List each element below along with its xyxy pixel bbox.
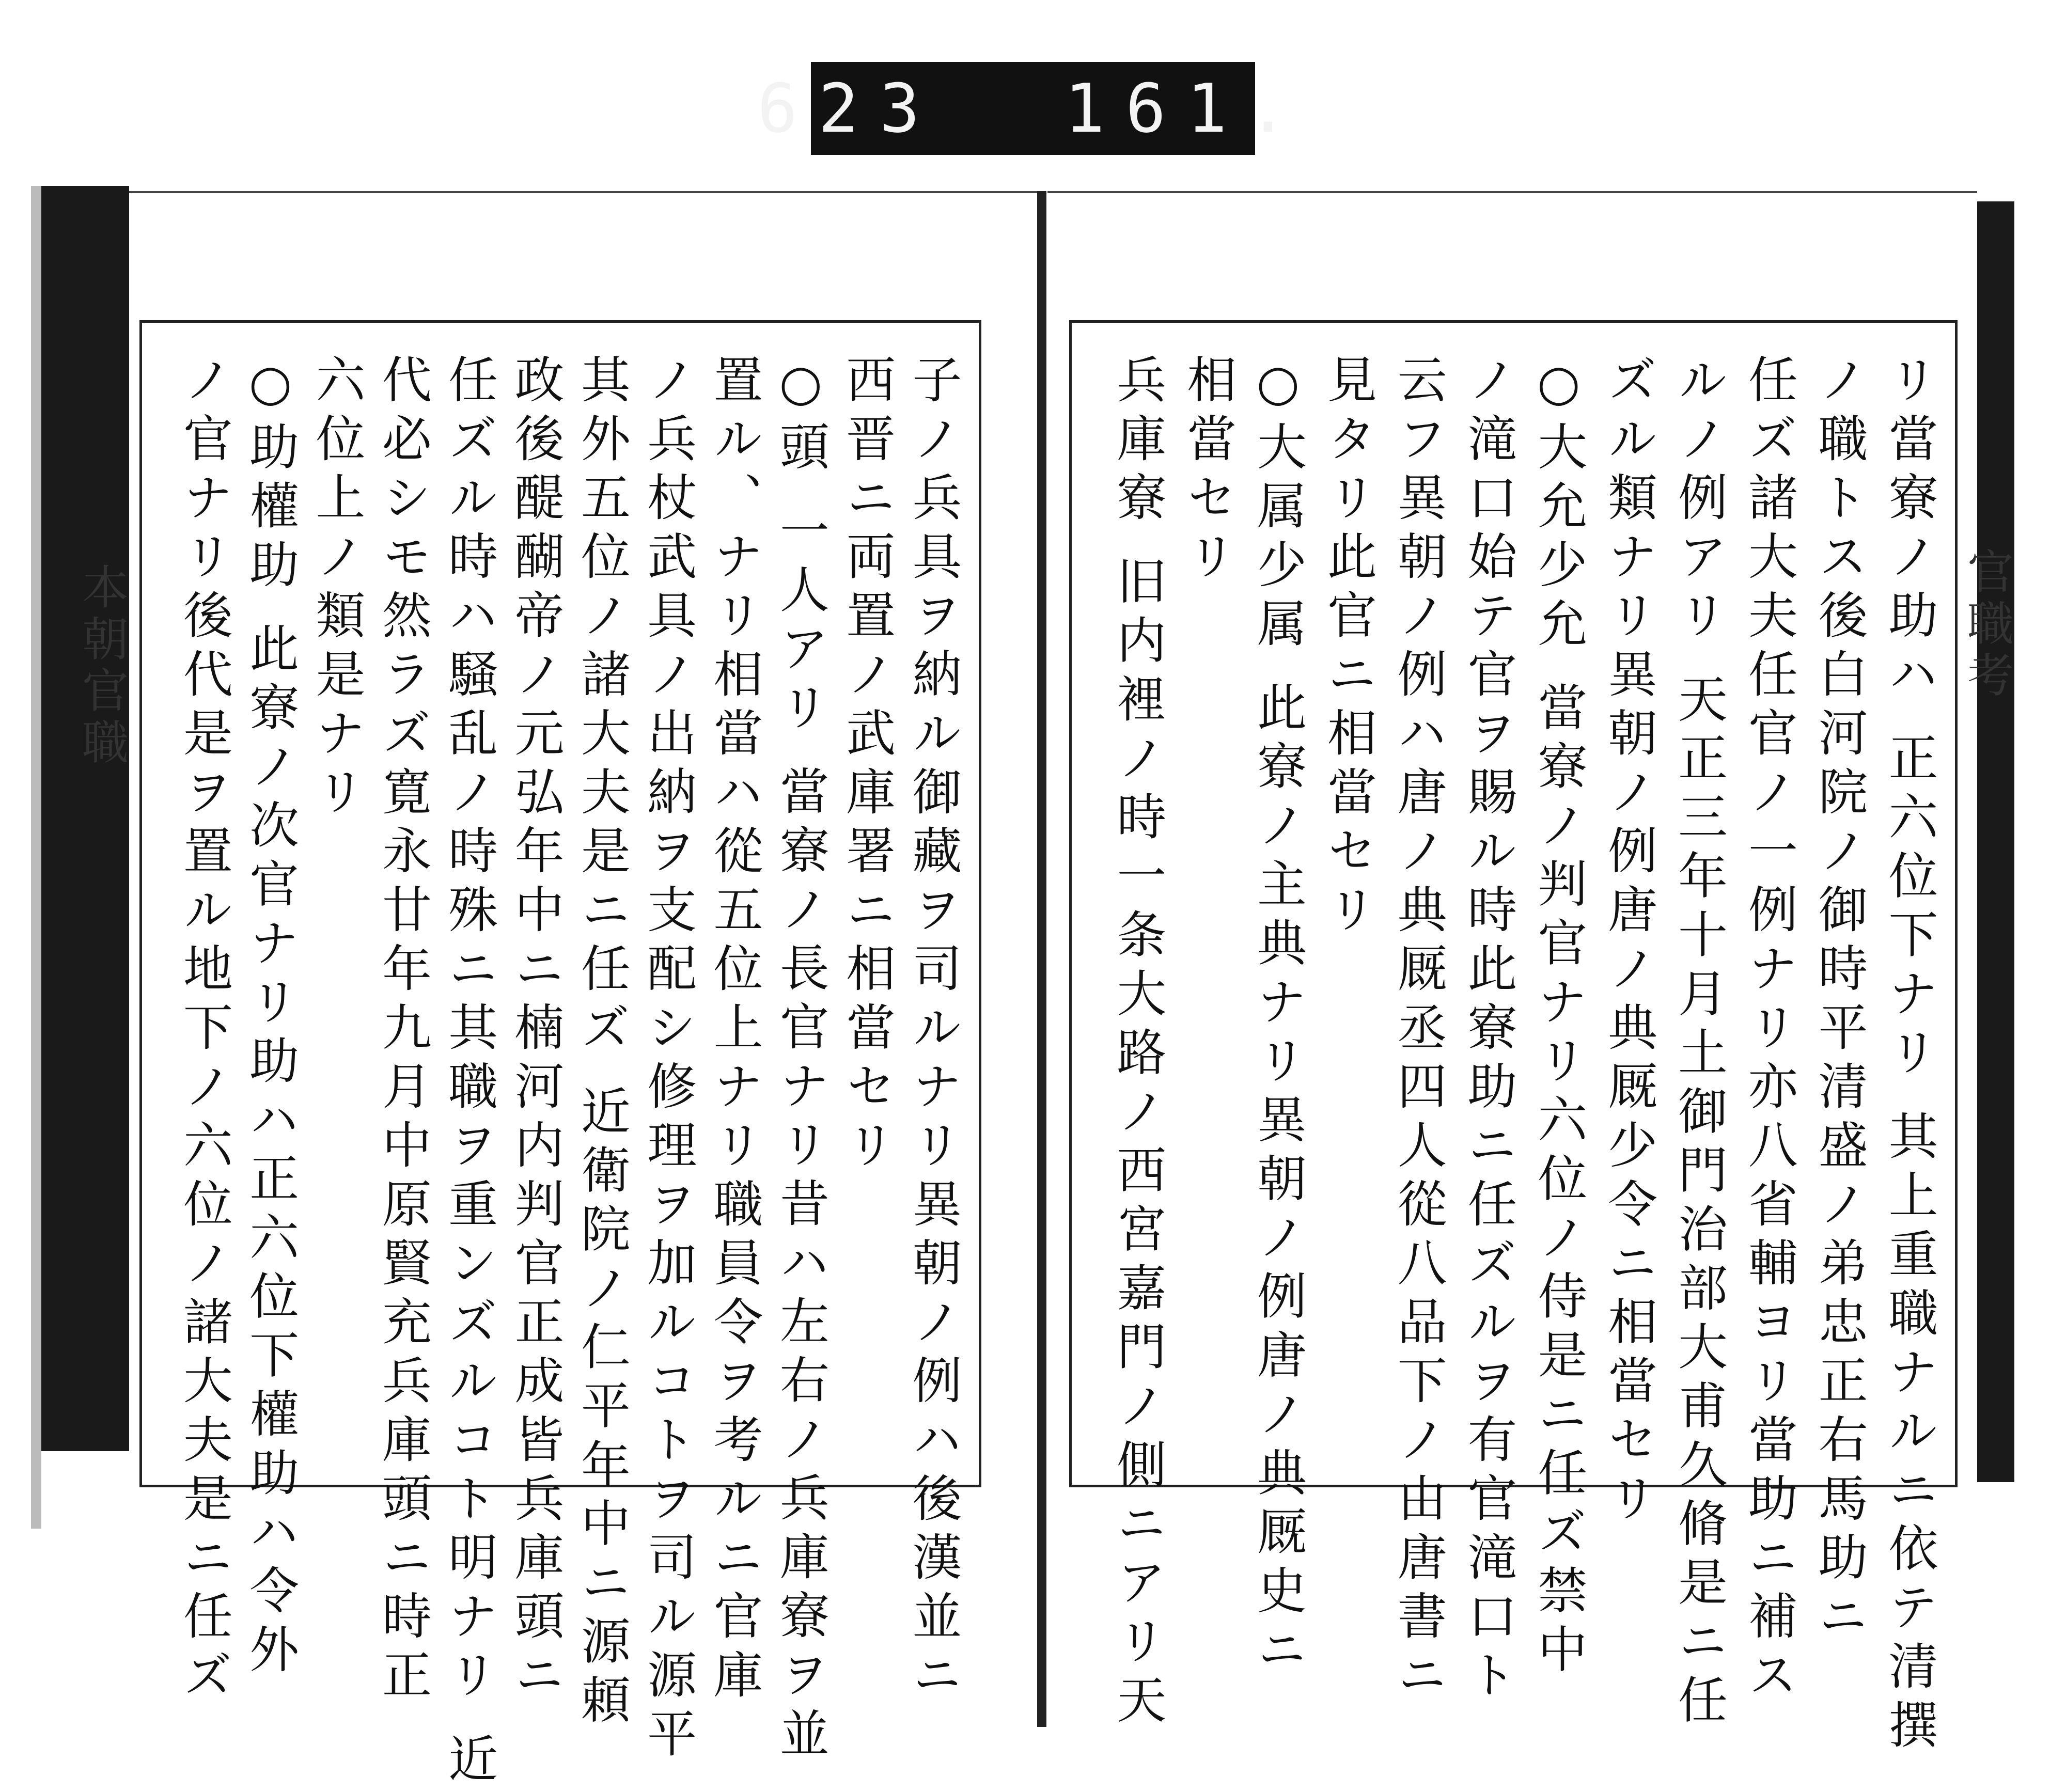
right-side-title: 官職考 [1959, 547, 2013, 702]
left-text-frame [139, 320, 981, 1792]
text-column: 任ズル時ハ騒乱ノ時殊ニ其職ヲ重ンズルコト明ナリ 近 [440, 354, 498, 1792]
catalog-label-left: 623 [757, 69, 941, 148]
text-column: 政後醍醐帝ノ元弘年中ニ楠河内判官正成皆兵庫頭ニ [507, 354, 565, 1708]
text-column: ○助權助 此寮ノ次官ナリ助ハ正六位下權助ハ令外 [241, 354, 300, 1683]
text-column: ノ滝口始テ官ヲ賜ル時此寮助ニ任ズルヲ有官滝口ト [1460, 354, 1517, 1708]
text-column: ノ職トス後白河院ノ御時平清盛ノ弟忠正右馬助ニ [1810, 354, 1869, 1649]
text-column: リ當寮ノ助ハ 正六位下ナリ 其上重職ナルニ依テ清撰 [1881, 354, 1938, 1758]
outer-edge-strip [31, 186, 41, 1529]
text-column: 兵庫寮 旧内裡ノ時一条大路ノ西宮嘉門ノ側ニアリ天 [1108, 354, 1167, 1733]
left-binding-band [41, 186, 129, 1451]
book-spine [1037, 191, 1046, 1727]
text-column: 西晋ニ両置ノ武庫署ニ相當セリ [838, 354, 896, 1178]
text-column: ズル類ナリ異朝ノ例唐ノ典厩少令ニ相當セリ [1600, 354, 1658, 1531]
text-column: 見タリ此官ニ相當セリ [1319, 354, 1378, 942]
text-column: ルノ例アリ 天正三年十月土御門治部大甫久脩是ニ任 [1670, 354, 1728, 1733]
text-column: 子ノ兵具ヲ納ル御藏ヲ司ルナリ異朝ノ例ハ後漢並ニ [904, 354, 962, 1708]
left-side-title: 本朝官職 [74, 563, 128, 769]
text-column: ノ兵杖武具ノ出納ヲ支配シ修理ヲ加ルコトヲ司ル源平 [639, 354, 697, 1767]
catalog-label [757, 62, 1309, 155]
text-column: 相當セリ [1179, 354, 1237, 589]
text-column: 置ル、ナリ相當ハ從五位上ナリ職員令ヲ考ルニ官庫 [706, 354, 763, 1708]
catalog-label-right: 161. [1064, 69, 1309, 148]
book-spread [31, 186, 2066, 1792]
text-column: 云フ異朝ノ例ハ唐ノ典厩丞四人從八品下ノ由唐書ニ [1389, 354, 1448, 1708]
text-column: ○大属少属 此寮ノ主典ナリ異朝ノ例唐ノ典厩史ニ [1249, 354, 1307, 1683]
text-column: 代必シモ然ラズ寛永廿年九月中原賢充兵庫頭ニ時正 [374, 354, 432, 1708]
text-column: 其外五位ノ諸大夫是ニ任ズ 近衛院ノ仁平年中ニ源頼 [573, 354, 631, 1733]
text-column: ノ官ナリ後代是ヲ置ル地下ノ六位ノ諸大夫是ニ任ズ [175, 354, 233, 1708]
text-column: ○頭 一人アリ 當寮ノ長官ナリ昔ハ左右ノ兵庫寮ヲ並 [772, 354, 830, 1767]
right-text-frame [1069, 320, 1958, 1758]
text-column: 任ズ諸大夫任官ノ一例ナリ亦八省輔ヨリ當助ニ補ス [1740, 354, 1798, 1708]
text-column: ○大允少允 當寮ノ判官ナリ六位ノ侍是ニ任ズ禁中 [1529, 354, 1588, 1683]
text-column: 六位上ノ類是ナリ [308, 354, 366, 825]
